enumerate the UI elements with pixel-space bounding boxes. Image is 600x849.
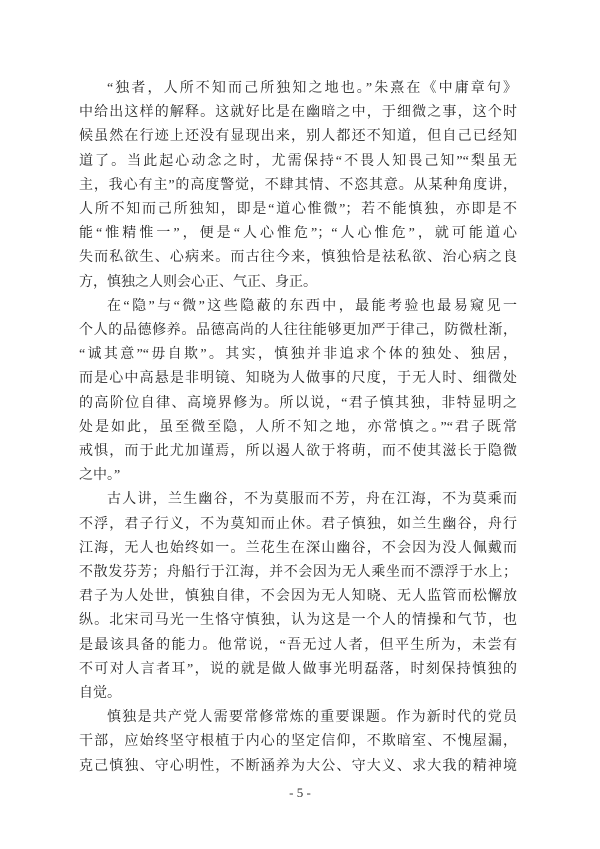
text-line: 古人讲，兰生幽谷，不为莫服而不芳，舟在江海，不为莫乘而 [107, 492, 517, 508]
text-line: “独者，人所不知而己所独知之地也。”朱熹在《中庸章句》 [107, 81, 517, 96]
text-block [79, 77, 517, 779]
text-line: 是最该具备的能力。他常说，“吾无过人者，但平生所为，未尝有 [79, 637, 517, 653]
text-line: 慎独是共产党人需要常修常炼的重要课题。作为新时代的党员 [107, 710, 517, 726]
text-line: 失而私欲生、心病来。而古往今来，慎独恰是祛私欲、治心病之良 [79, 250, 517, 266]
text-line: 道了。当此起心动念之时，尤需保持“不畏人知畏己知”“梨虽无 [79, 153, 517, 169]
text-line: “诚其意”“毋自欺”。其实，慎独并非追求个体的独处、独居， [79, 347, 517, 363]
text-line: 纵。北宋司马光一生恪守慎独，认为这是一个人的情操和气节，也 [79, 613, 517, 629]
text-line: 克己慎独、守心明性，不断涵养为大公、守大义、求大我的精神境 [79, 758, 517, 774]
text-line: 戒惧，而于此尤加谨焉，所以遏人欲于将萌，而不使其滋长于隐微 [79, 444, 517, 460]
text-line: 不可对人言者耳”，说的就是做人做事光明磊落，时刻保持慎独的 [79, 661, 517, 677]
text-line: 江海，无人也始终如一。兰花生在深山幽谷，不会因为没人佩戴而 [79, 540, 517, 556]
text-line: 方，慎独之人则会心正、气正、身正。 [79, 274, 317, 290]
text-line: 的高阶位自律、高境界修为。所以说，“君子慎其独，非特显明之 [79, 395, 517, 411]
text-line: 不散发芬芳；舟船行于江海，并不会因为无人乘坐而不漂浮于水上； [79, 565, 517, 581]
text-line: 候虽然在行迹上还没有显现出来，别人都还不知道，但自己已经知 [79, 129, 517, 145]
text-line: 能“惟精惟一”，便是“人心惟危”；“人心惟危”，就可能道心 [79, 226, 517, 242]
text-line: 自觉。 [79, 686, 121, 702]
text-line: 君子为人处世，慎独自律，不会因为无人知晓、无人监管而松懈放 [79, 589, 517, 605]
text-line: 在“隐”与“微”这些隐蔽的东西中，最能考验也最易窥见一 [107, 298, 517, 314]
text-line: 干部，应始终坚守根植于内心的坚定信仰，不欺暗室、不愧屋漏， [79, 734, 517, 750]
text-line: 不浮，君子行义，不为莫知而止休。君子慎独，如兰生幽谷，舟行 [79, 516, 517, 532]
text-line: 主，我心有主”的高度警觉，不肆其情、不恣其意。从某种角度讲， [79, 177, 517, 193]
text-line: 人所不知而己所独知，即是“道心惟微”；若不能慎独，亦即是不 [79, 202, 517, 218]
text-line: 中给出这样的解释。这就好比是在幽暗之中，于细微之事，这个时 [79, 105, 517, 121]
text-line: 处是如此，虽至微至隐，人所不知之地，亦常慎之。”“君子既常 [79, 419, 517, 435]
text-line: 而是心中高悬是非明镜、知晓为人做事的尺度，于无人时、细微处 [79, 371, 517, 387]
text-line: 个人的品德修养。品德高尚的人往往能够更加严于律己，防微杜渐， [79, 323, 517, 339]
text-line: 之中。” [79, 468, 121, 484]
page-number: - 5 - [289, 785, 311, 800]
